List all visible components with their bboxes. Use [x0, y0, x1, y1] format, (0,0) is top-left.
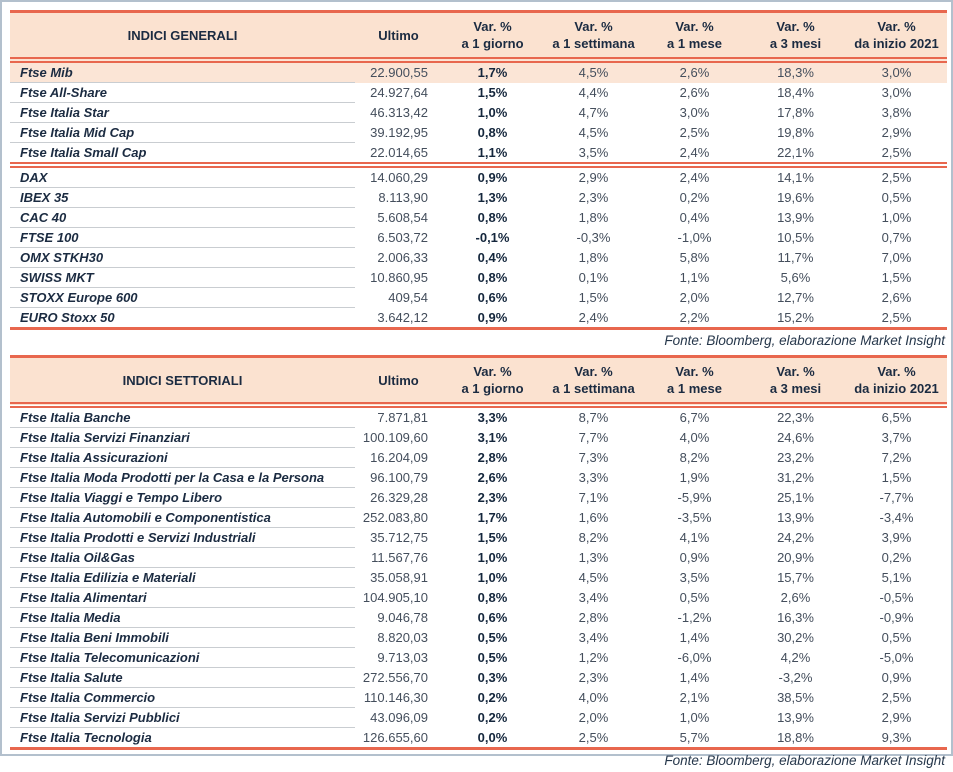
- table-row: [10, 188, 947, 208]
- var-1settimana-value: 7,7%: [578, 430, 609, 445]
- var-1settimana-value: 3,4%: [578, 630, 609, 645]
- ultimo-value: 16.204,09: [370, 450, 428, 465]
- var-inizio2021-value: 2,5%: [881, 690, 912, 705]
- col-header-line1: Var. %: [877, 19, 916, 34]
- var-1mese-value: -1,2%: [677, 610, 712, 625]
- col-header-ultimo: Ultimo: [355, 12, 442, 61]
- var-inizio2021-value: 2,5%: [881, 144, 912, 160]
- var-1giorno-value: 0,8%: [477, 125, 508, 140]
- row-label: Ftse Italia Small Cap: [10, 143, 355, 166]
- var-inizio2021-value: 0,5%: [881, 190, 912, 205]
- var-inizio2021-value: 2,9%: [881, 710, 912, 725]
- var-1mese-value: 4,0%: [679, 430, 710, 445]
- var-3mesi-value: 24,2%: [777, 530, 814, 545]
- var-3mesi-value: 13,9%: [777, 710, 814, 725]
- var-1settimana-value: 3,3%: [578, 470, 609, 485]
- var-1mese-value: 3,5%: [679, 570, 710, 585]
- var-3mesi-value: 18,8%: [745, 728, 846, 749]
- var-1giorno-value: 0,8%: [477, 210, 508, 225]
- table-row: [10, 648, 947, 668]
- row-label: Ftse Italia Servizi Finanziari: [10, 428, 355, 448]
- row-label: Ftse Italia Alimentari: [10, 588, 355, 608]
- row-label: Ftse Italia Oil&Gas: [10, 548, 355, 568]
- row-label: DAX: [10, 165, 355, 188]
- var-3mesi-value: 12,7%: [777, 290, 814, 305]
- var-1mese-value: 2,0%: [679, 290, 710, 305]
- var-1mese-value: 2,4%: [679, 144, 710, 160]
- var-1settimana-value: 1,8%: [578, 210, 609, 225]
- var-1mese-value: -3,5%: [677, 510, 712, 525]
- var-1giorno-value: 1,3%: [477, 190, 508, 205]
- var-inizio2021-value: 0,2%: [881, 550, 912, 565]
- ultimo-value: 100.109,60: [362, 430, 428, 445]
- var-inizio2021-value: -5,0%: [879, 650, 914, 665]
- var-3mesi-value: 31,2%: [777, 470, 814, 485]
- var-1giorno-value: 0,8%: [477, 590, 508, 605]
- ultimo-value: 110.146,30: [363, 690, 428, 705]
- var-1mese-value: 8,2%: [679, 450, 710, 465]
- col-header-line2: a 3 mesi: [769, 381, 822, 396]
- ultimo-value: 22.014,65: [370, 144, 428, 160]
- ultimo-value: 8.113,90: [378, 190, 428, 205]
- var-1settimana-value: 4,5%: [543, 60, 644, 83]
- var-1giorno-value: 0,6%: [477, 290, 508, 305]
- ultimo-value: 46.313,42: [370, 105, 428, 120]
- var-inizio2021-value: 0,7%: [881, 230, 912, 245]
- col-header-var-1settimana: [543, 357, 644, 406]
- var-1settimana-value: 2,0%: [578, 710, 609, 725]
- var-3mesi-value: 15,2%: [745, 308, 846, 329]
- var-1settimana-value: 7,3%: [578, 450, 609, 465]
- indici-settoriali-table: [10, 355, 947, 750]
- var-3mesi-value: 5,6%: [780, 270, 811, 285]
- var-1mese-value: 3,0%: [679, 105, 710, 120]
- var-1mese-value: 1,9%: [679, 470, 710, 485]
- row-label: Ftse Italia Viaggi e Tempo Libero: [10, 488, 355, 508]
- var-1giorno-value: 2,8%: [477, 450, 508, 465]
- var-3mesi-value: 15,7%: [777, 570, 814, 585]
- indici-generali-table: [10, 10, 947, 330]
- ultimo-value: 35.712,75: [370, 530, 428, 545]
- table-row: [10, 728, 947, 749]
- var-3mesi-value: 10,5%: [777, 230, 814, 245]
- col-header-line1: Var. %: [574, 19, 613, 34]
- ultimo-value: 8.820,03: [377, 630, 428, 645]
- var-inizio2021-value: 3,0%: [846, 60, 947, 83]
- var-1giorno-value: 1,0%: [477, 570, 508, 585]
- table-row: [10, 688, 947, 708]
- var-inizio2021-value: 3,8%: [881, 105, 912, 120]
- table-row: [10, 103, 947, 123]
- var-1settimana-value: 2,9%: [543, 165, 644, 188]
- var-1giorno-value: 1,1%: [477, 144, 508, 160]
- var-3mesi-value: 22,1%: [777, 144, 814, 160]
- row-label: Ftse Italia Commercio: [10, 688, 355, 708]
- table-row: [10, 248, 947, 268]
- row-label: OMX STKH30: [10, 248, 355, 268]
- var-1mese-value: 1,1%: [679, 270, 710, 285]
- col-header-var-1mese: [644, 357, 745, 406]
- row-label: Ftse Mib: [10, 60, 355, 83]
- col-header-line2: a 3 mesi: [769, 36, 822, 51]
- var-1giorno-value: 0,6%: [477, 610, 508, 625]
- var-3mesi-value: 24,6%: [777, 430, 814, 445]
- var-1giorno-value: 0,9%: [442, 165, 543, 188]
- table-row: [10, 668, 947, 688]
- var-inizio2021-value: 1,0%: [881, 210, 912, 225]
- ultimo-value: 39.192,95: [370, 125, 428, 140]
- var-3mesi-value: 20,9%: [777, 550, 814, 565]
- row-label: Ftse Italia Assicurazioni: [10, 448, 355, 468]
- var-1settimana-value: 1,8%: [578, 250, 609, 265]
- var-1mese-value: 0,5%: [679, 590, 710, 605]
- var-1giorno-value: 2,3%: [477, 490, 508, 505]
- row-label: Ftse Italia Automobili e Componentistica: [10, 508, 355, 528]
- var-3mesi-value: 4,2%: [780, 650, 811, 665]
- var-1settimana-value: 3,5%: [578, 144, 609, 160]
- var-inizio2021-value: 5,1%: [881, 570, 912, 585]
- italian-indices-group: [10, 60, 947, 165]
- var-1settimana-value: 2,5%: [543, 728, 644, 749]
- col-header-line2: da inizio 2021: [854, 381, 939, 396]
- table-row: [10, 588, 947, 608]
- table-row: [10, 448, 947, 468]
- col-header-line1: Var. %: [776, 364, 815, 379]
- ultimo-value: 43.096,09: [370, 710, 428, 725]
- var-1settimana-value: 2,4%: [543, 308, 644, 329]
- row-label: Ftse Italia Media: [10, 608, 355, 628]
- var-1giorno-value: 1,0%: [477, 550, 508, 565]
- ultimo-value: 7.871,81: [377, 410, 428, 426]
- var-1mese-value: 2,6%: [679, 85, 710, 100]
- var-inizio2021-value: 1,5%: [881, 270, 912, 285]
- var-3mesi-value: 38,5%: [777, 690, 814, 705]
- row-label: Ftse Italia Mid Cap: [10, 123, 355, 143]
- row-label: SWISS MKT: [10, 268, 355, 288]
- ultimo-value: 272.556,70: [362, 670, 428, 685]
- table-row: [10, 468, 947, 488]
- var-1giorno-value: 1,5%: [477, 530, 508, 545]
- var-inizio2021-value: -3,4%: [879, 510, 914, 525]
- var-3mesi-value: 23,2%: [777, 450, 814, 465]
- col-header-line1: Var. %: [776, 19, 815, 34]
- var-inizio2021-value: 2,9%: [881, 125, 912, 140]
- ultimo-value: 9.046,78: [377, 610, 428, 625]
- var-1giorno-value: 0,0%: [442, 728, 543, 749]
- var-1mese-value: 2,1%: [679, 690, 710, 705]
- ultimo-value: 24.927,64: [370, 85, 428, 100]
- table-row: [10, 165, 947, 188]
- row-label: Ftse All-Share: [10, 83, 355, 103]
- var-1settimana-value: 7,1%: [578, 490, 609, 505]
- var-1settimana-value: 8,2%: [578, 530, 609, 545]
- var-1giorno-value: 0,2%: [477, 690, 508, 705]
- table-title: INDICI GENERALI: [10, 12, 355, 61]
- var-1giorno-value: 0,3%: [477, 670, 508, 685]
- ultimo-value: 3.642,12: [355, 308, 442, 329]
- var-1mese-value: -5,9%: [677, 490, 712, 505]
- var-1mese-value: 4,1%: [679, 530, 710, 545]
- var-inizio2021-value: 0,5%: [881, 630, 912, 645]
- table-row: [10, 428, 947, 448]
- var-1settimana-value: 4,5%: [578, 125, 609, 140]
- var-inizio2021-value: 2,6%: [881, 290, 912, 305]
- var-inizio2021-value: -0,9%: [879, 610, 914, 625]
- var-inizio2021-value: 3,9%: [881, 530, 912, 545]
- var-3mesi-value: 17,8%: [777, 105, 814, 120]
- table-row: [10, 508, 947, 528]
- row-label: Ftse Italia Star: [10, 103, 355, 123]
- var-inizio2021-value: 7,2%: [881, 450, 912, 465]
- col-header-line1: Var. %: [473, 19, 512, 34]
- ultimo-value: 2.006,33: [377, 250, 428, 265]
- var-inizio2021-value: 9,3%: [846, 728, 947, 749]
- col-header-line2: a 1 settimana: [552, 381, 635, 396]
- col-header-var-3mesi: [745, 357, 846, 406]
- var-inizio2021-value: 3,7%: [881, 430, 912, 445]
- col-header-line1: Var. %: [473, 364, 512, 379]
- var-1settimana-value: 2,3%: [578, 670, 609, 685]
- var-1mese-value: 0,9%: [679, 550, 710, 565]
- var-1giorno-value: 3,1%: [477, 430, 508, 445]
- header-row: [10, 357, 947, 406]
- row-label: EURO Stoxx 50: [10, 308, 355, 329]
- ultimo-value: 11.567,76: [371, 550, 428, 565]
- table-row: [10, 528, 947, 548]
- ultimo-value: 35.058,91: [370, 570, 428, 585]
- var-inizio2021-value: -0,5%: [879, 590, 914, 605]
- table-row: [10, 143, 947, 166]
- var-1giorno-value: 0,8%: [477, 270, 508, 285]
- col-header-line1: Var. %: [675, 364, 714, 379]
- row-label: Ftse Italia Banche: [10, 405, 355, 428]
- var-3mesi-value: 30,2%: [777, 630, 814, 645]
- var-1giorno-value: 1,7%: [442, 60, 543, 83]
- row-label: Ftse Italia Beni Immobili: [10, 628, 355, 648]
- table-title: INDICI SETTORIALI: [10, 357, 355, 406]
- table-row: [10, 268, 947, 288]
- col-header-line2: da inizio 2021: [854, 36, 939, 51]
- var-1settimana-value: 1,5%: [578, 290, 609, 305]
- var-3mesi-value: 14,1%: [745, 165, 846, 188]
- var-1giorno-value: 1,5%: [477, 85, 508, 100]
- var-1settimana-value: 4,5%: [578, 570, 609, 585]
- col-header-line2: a 1 giorno: [461, 381, 524, 396]
- var-1settimana-value: 0,1%: [578, 270, 609, 285]
- var-1giorno-value: 0,4%: [477, 250, 508, 265]
- var-inizio2021-value: 2,5%: [846, 308, 947, 329]
- var-1mese-value: 2,5%: [679, 125, 710, 140]
- var-1mese-value: 1,0%: [679, 710, 710, 725]
- var-3mesi-value: 16,3%: [777, 610, 814, 625]
- source-note: Fonte: Bloomberg, elaborazione Market Insight: [664, 333, 945, 348]
- table-row: [10, 405, 947, 428]
- var-1mese-value: -1,0%: [677, 230, 712, 245]
- header-row: [10, 12, 947, 61]
- var-1settimana-value: -0,3%: [576, 230, 611, 245]
- var-1giorno-value: 1,7%: [477, 510, 508, 525]
- var-1settimana-value: 2,3%: [578, 190, 609, 205]
- var-3mesi-value: 22,3%: [777, 410, 814, 426]
- row-label: Ftse Italia Edilizia e Materiali: [10, 568, 355, 588]
- var-1settimana-value: 1,3%: [578, 550, 609, 565]
- var-3mesi-value: -3,2%: [778, 670, 813, 685]
- table-row: [10, 288, 947, 308]
- ultimo-value: 409,54: [388, 290, 428, 305]
- var-3mesi-value: 13,9%: [777, 510, 814, 525]
- row-label: Ftse Italia Servizi Pubblici: [10, 708, 355, 728]
- table-row: [10, 228, 947, 248]
- col-header-var-inizio2021: [846, 357, 947, 406]
- var-1mese-value: 0,2%: [679, 190, 710, 205]
- var-inizio2021-value: 7,0%: [881, 250, 912, 265]
- var-3mesi-value: 11,7%: [777, 250, 814, 265]
- var-inizio2021-value: 1,5%: [881, 470, 912, 485]
- var-inizio2021-value: 3,0%: [881, 85, 912, 100]
- var-3mesi-value: 18,3%: [745, 60, 846, 83]
- ultimo-value: 126.655,60: [355, 728, 442, 749]
- ultimo-value: 10.860,95: [370, 270, 428, 285]
- var-1giorno-value: 0,5%: [477, 650, 508, 665]
- var-inizio2021-value: 0,9%: [881, 670, 912, 685]
- row-label: Ftse Italia Salute: [10, 668, 355, 688]
- var-1settimana-value: 8,7%: [578, 410, 609, 426]
- table-row: [10, 628, 947, 648]
- col-header-line1: Var. %: [675, 19, 714, 34]
- col-header-var-3mesi: [745, 12, 846, 61]
- col-header-line2: a 1 mese: [667, 381, 722, 396]
- ultimo-value: 26.329,28: [370, 490, 428, 505]
- var-1mese-value: 2,4%: [644, 165, 745, 188]
- var-1settimana-value: 4,4%: [578, 85, 609, 100]
- table-row: [10, 83, 947, 103]
- ultimo-value: 5.608,54: [377, 210, 428, 225]
- col-header-var-1giorno: [442, 12, 543, 61]
- ultimo-value: 9.713,03: [377, 650, 428, 665]
- var-1settimana-value: 4,7%: [578, 105, 609, 120]
- col-header-line2: a 1 giorno: [461, 36, 524, 51]
- indici-generali-section: [10, 10, 943, 352]
- var-3mesi-value: 25,1%: [777, 490, 814, 505]
- var-1mese-value: 0,4%: [679, 210, 710, 225]
- col-header-line1: Var. %: [877, 364, 916, 379]
- var-1mese-value: -6,0%: [677, 650, 712, 665]
- var-3mesi-value: 18,4%: [777, 85, 814, 100]
- ultimo-value: 22.900,55: [355, 60, 442, 83]
- var-inizio2021-value: 2,5%: [846, 165, 947, 188]
- row-label: FTSE 100: [10, 228, 355, 248]
- var-3mesi-value: 2,6%: [780, 590, 811, 605]
- table-row: [10, 488, 947, 508]
- source-note: Fonte: Bloomberg, elaborazione Market Insight: [664, 753, 945, 768]
- var-1mese-value: 1,4%: [679, 670, 710, 685]
- row-label: STOXX Europe 600: [10, 288, 355, 308]
- table-row: [10, 123, 947, 143]
- var-1giorno-value: 1,0%: [477, 105, 508, 120]
- var-1mese-value: 2,6%: [644, 60, 745, 83]
- col-header-var-1giorno: [442, 357, 543, 406]
- row-label: Ftse Italia Moda Prodotti per la Casa e la Persona: [10, 468, 355, 488]
- var-1settimana-value: 2,8%: [578, 610, 609, 625]
- col-header-var-inizio2021: [846, 12, 947, 61]
- table-row: [10, 608, 947, 628]
- var-1giorno-value: 0,5%: [477, 630, 508, 645]
- table-row: [10, 60, 947, 83]
- indici-settoriali-section: [10, 355, 943, 772]
- sector-indices-group: [10, 405, 947, 749]
- var-1settimana-value: 1,2%: [578, 650, 609, 665]
- col-header-ultimo: Ultimo: [355, 357, 442, 406]
- var-3mesi-value: 19,8%: [777, 125, 814, 140]
- row-label: Ftse Italia Tecnologia: [10, 728, 355, 749]
- table-row: [10, 548, 947, 568]
- table-row: [10, 208, 947, 228]
- var-1mese-value: 5,8%: [679, 250, 710, 265]
- var-3mesi-value: 13,9%: [777, 210, 814, 225]
- var-1settimana-value: 1,6%: [578, 510, 609, 525]
- var-1giorno-value: -0,1%: [475, 230, 510, 245]
- var-1mese-value: 5,7%: [644, 728, 745, 749]
- var-inizio2021-value: -7,7%: [879, 490, 914, 505]
- var-1giorno-value: 0,2%: [477, 710, 508, 725]
- ultimo-value: 14.060,29: [355, 165, 442, 188]
- var-1mese-value: 2,2%: [644, 308, 745, 329]
- col-header-line2: a 1 mese: [667, 36, 722, 51]
- var-1mese-value: 1,4%: [679, 630, 710, 645]
- row-label: Ftse Italia Prodotti e Servizi Industriali: [10, 528, 355, 548]
- var-1mese-value: 6,7%: [679, 410, 710, 426]
- col-header-line2: a 1 settimana: [552, 36, 635, 51]
- table-row: [10, 308, 947, 329]
- table-row: [10, 568, 947, 588]
- var-1settimana-value: 4,0%: [578, 690, 609, 705]
- row-label: CAC 40: [10, 208, 355, 228]
- var-1settimana-value: 3,4%: [578, 590, 609, 605]
- ultimo-value: 6.503,72: [377, 230, 428, 245]
- var-1giorno-value: 3,3%: [477, 410, 508, 426]
- col-header-line1: Var. %: [574, 364, 613, 379]
- international-indices-group: [10, 165, 947, 329]
- var-3mesi-value: 19,6%: [777, 190, 814, 205]
- var-1giorno-value: 2,6%: [477, 470, 508, 485]
- col-header-var-1settimana: [543, 12, 644, 61]
- ultimo-value: 96.100,79: [370, 470, 428, 485]
- table-row: [10, 708, 947, 728]
- col-header-var-1mese: [644, 12, 745, 61]
- var-1giorno-value: 0,9%: [442, 308, 543, 329]
- ultimo-value: 252.083,80: [362, 510, 428, 525]
- row-label: Ftse Italia Telecomunicazioni: [10, 648, 355, 668]
- ultimo-value: 104.905,10: [362, 590, 428, 605]
- var-inizio2021-value: 6,5%: [881, 410, 912, 426]
- row-label: IBEX 35: [10, 188, 355, 208]
